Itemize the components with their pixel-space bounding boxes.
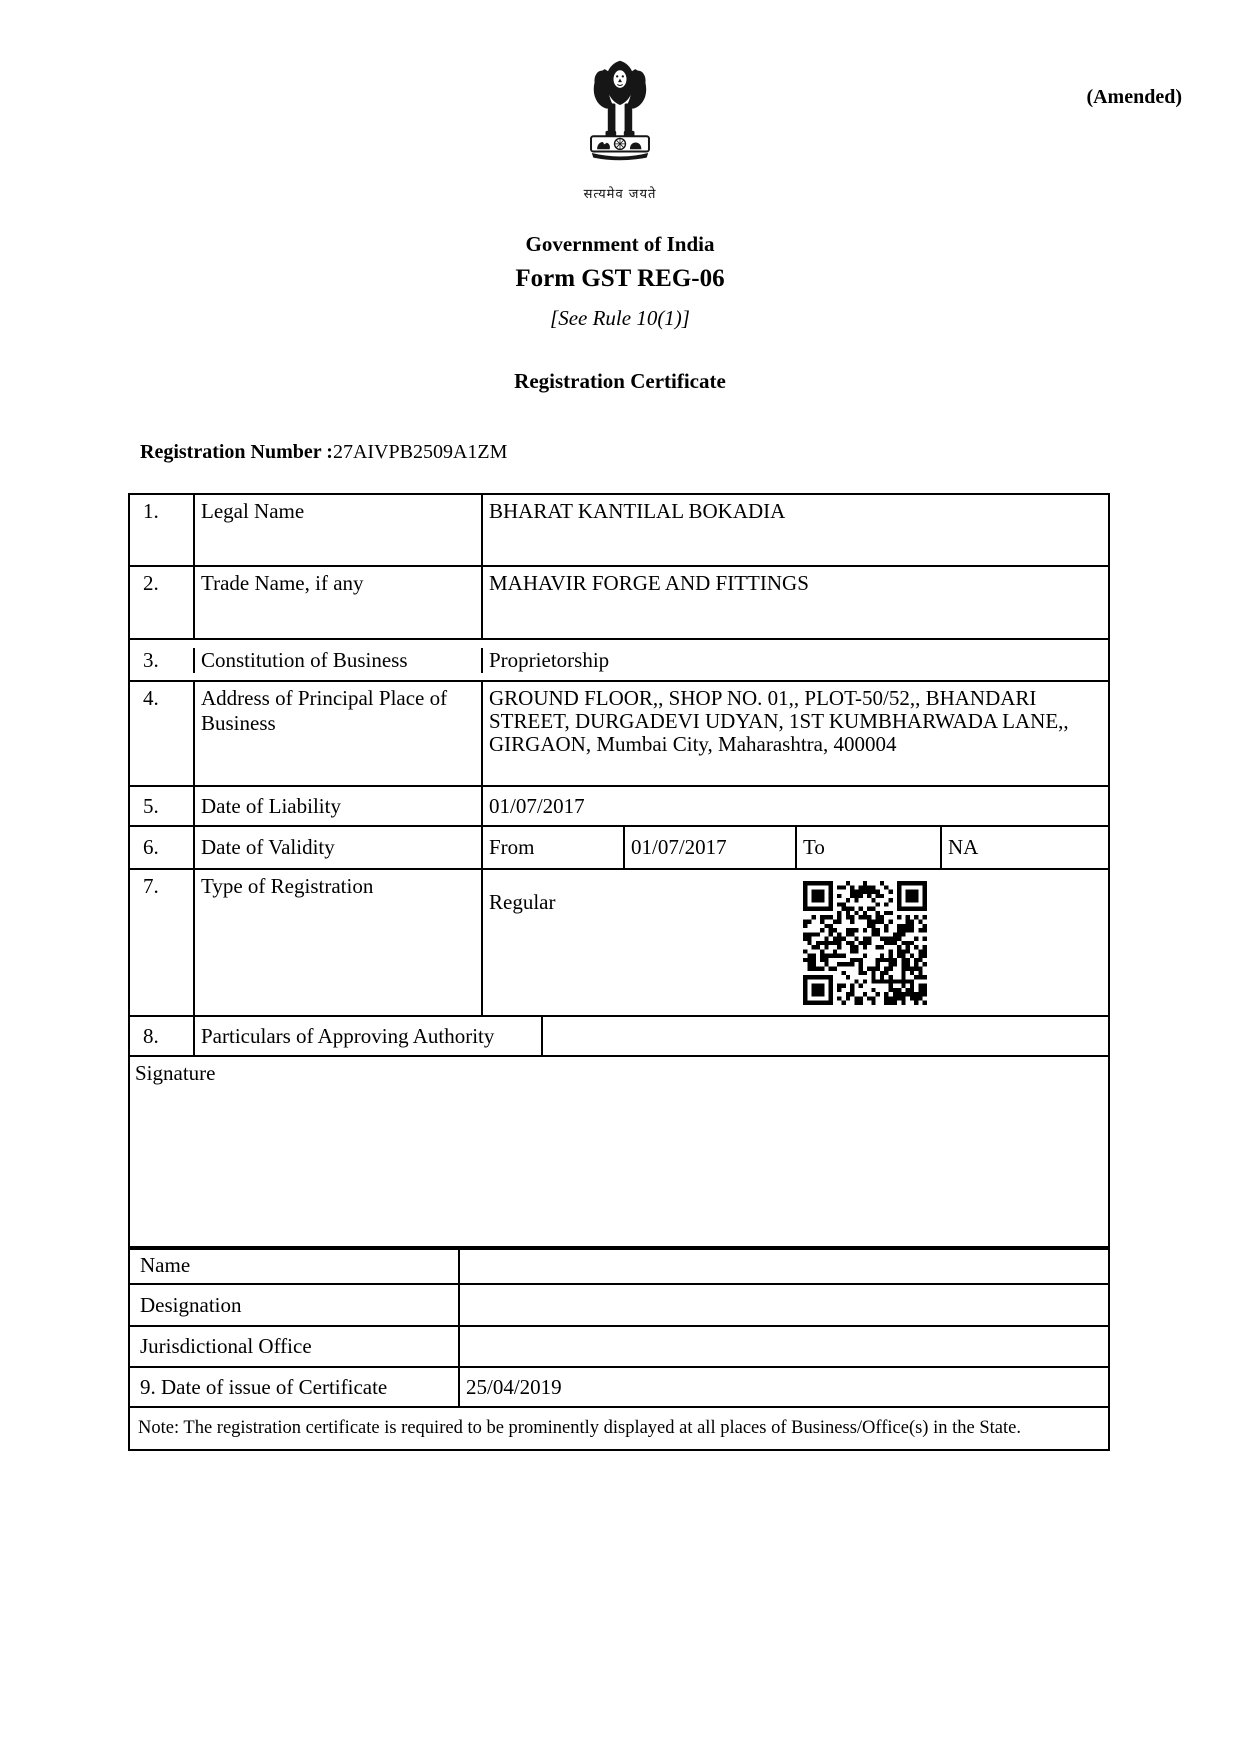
validity-to-label: To xyxy=(797,827,942,868)
date-of-issue-row xyxy=(128,1366,1110,1408)
row-number: 1. xyxy=(130,495,195,565)
row-label: Type of Registration xyxy=(195,870,483,1015)
designation-label: Designation xyxy=(130,1285,460,1325)
jurisdictional-office-value xyxy=(460,1327,1108,1366)
row-value-empty xyxy=(543,1017,1108,1055)
row-value: Proprietorship xyxy=(489,647,610,672)
government-title: Government of India xyxy=(525,232,715,256)
validity-from-value: 01/07/2017 xyxy=(625,827,797,868)
name-row xyxy=(128,1246,1110,1285)
row-number: 6. xyxy=(130,827,195,868)
validity-from-label: From xyxy=(483,827,625,868)
india-emblem-icon xyxy=(581,60,659,182)
row-number: 3. xyxy=(130,648,195,673)
designation-value xyxy=(460,1285,1108,1325)
row-label: Address of Principal Place of Business xyxy=(195,682,483,785)
table-row-date-of-validity xyxy=(130,827,1108,870)
jurisdictional-office-row xyxy=(128,1325,1110,1368)
row-value: 01/07/2017 xyxy=(489,793,585,818)
table-row-constitution xyxy=(130,640,1108,682)
row-label: Legal Name xyxy=(195,495,483,565)
form-title: Form GST REG-06 xyxy=(515,265,725,292)
emblem-motto: सत्यमेव जयते xyxy=(583,187,657,202)
table-row-trade-name xyxy=(130,567,1108,640)
row-label: Trade Name, if any xyxy=(195,567,483,638)
rule-reference: [See Rule 10(1)] xyxy=(550,306,690,330)
row-value-area xyxy=(483,870,1108,1015)
table-row-type-of-registration xyxy=(130,870,1108,1017)
date-of-issue-value: 25/04/2019 xyxy=(466,1374,562,1399)
row-number: 8. xyxy=(130,1017,195,1055)
row-label: Date of Liability xyxy=(195,787,483,825)
table-row-legal-name xyxy=(130,495,1108,567)
name-label: Name xyxy=(130,1248,460,1283)
row-label: Date of Validity xyxy=(195,827,483,868)
row-label: Constitution of Business xyxy=(195,648,483,673)
note-row: Note: The registration certificate is required to be prominently displayed at all places of Business/Office(s) in the State. xyxy=(128,1406,1110,1451)
designation-row xyxy=(128,1283,1110,1327)
row-value: GROUND FLOOR,, SHOP NO. 01,, PLOT-50/52,, BHANDARI STREET, DURGADEVI UDYAN, 1ST KUMBHARWADA LANE,, GIRGAON, Mumbai City, Maharashtra, 400004 xyxy=(489,686,1069,756)
signature-cell: Signature xyxy=(130,1057,1108,1250)
certificate-table xyxy=(128,493,1110,1250)
certificate-title: Registration Certificate xyxy=(514,369,726,393)
emblem-block xyxy=(550,60,690,202)
registration-number-label: Registration Number : xyxy=(140,441,333,463)
registration-number-value: 27AIVPB2509A1ZM xyxy=(332,441,508,463)
date-of-issue-label: 9. Date of issue of Certificate xyxy=(130,1368,460,1406)
registration-number xyxy=(140,441,507,464)
amended-label: (Amended) xyxy=(1086,86,1182,108)
row-number: 2. xyxy=(130,567,195,638)
name-value xyxy=(460,1248,1108,1283)
table-row-address xyxy=(130,682,1108,787)
qr-code xyxy=(803,880,927,1006)
registration-type-value: Regular xyxy=(489,890,556,914)
row-label: Particulars of Approving Authority xyxy=(195,1017,543,1055)
jurisdictional-office-label: Jurisdictional Office xyxy=(130,1327,460,1366)
table-row-date-of-liability xyxy=(130,787,1108,827)
row-number: 4. xyxy=(130,682,195,785)
table-row-approving-authority xyxy=(130,1017,1108,1057)
row-value: BHARAT KANTILAL BOKADIA xyxy=(489,499,786,523)
row-number: 5. xyxy=(130,787,195,825)
row-value: MAHAVIR FORGE AND FITTINGS xyxy=(489,571,809,595)
row-number: 7. xyxy=(130,870,195,1015)
validity-to-value: NA xyxy=(948,835,979,859)
